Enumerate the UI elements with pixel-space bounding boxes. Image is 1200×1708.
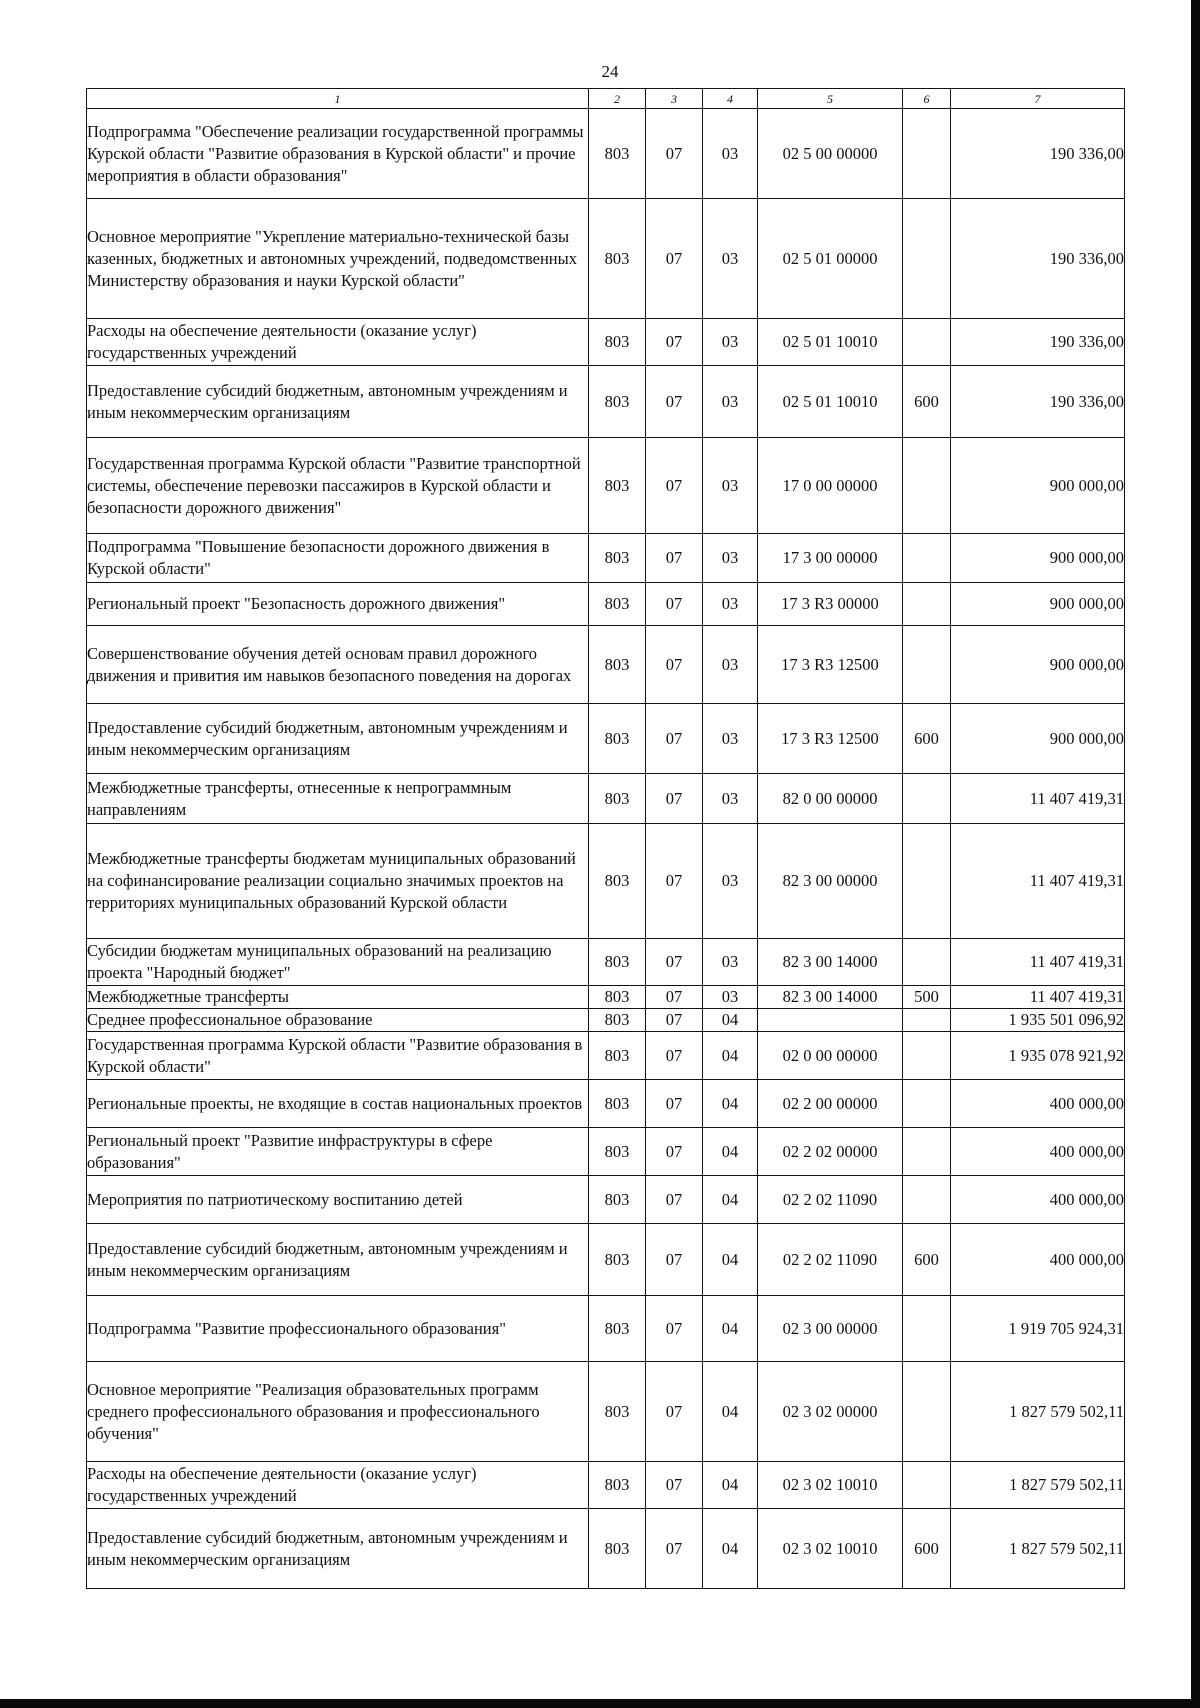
cell-col4: 03 (703, 986, 758, 1009)
cell-col3: 07 (646, 986, 703, 1009)
column-header-3: 3 (646, 89, 703, 109)
cell-col3: 07 (646, 199, 703, 319)
cell-col5: 82 3 00 00000 (758, 824, 903, 939)
cell-col4: 03 (703, 534, 758, 583)
cell-col2: 803 (589, 109, 646, 199)
row-name: Подпрограмма "Обеспечение реализации государственной программы Курской области "Развитие образования в Курской области" и прочие мероприятия в области образования" (87, 109, 589, 199)
cell-col3: 07 (646, 939, 703, 986)
cell-col2: 803 (589, 1128, 646, 1176)
row-name: Субсидии бюджетам муниципальных образований на реализацию проекта "Народный бюджет" (87, 939, 589, 986)
cell-col6: 600 (903, 1224, 951, 1296)
cell-col2: 803 (589, 1032, 646, 1080)
cell-col3: 07 (646, 1462, 703, 1509)
table-row (87, 626, 1125, 704)
cell-col6 (903, 1296, 951, 1362)
cell-col4: 04 (703, 1296, 758, 1362)
cell-amount: 11 407 419,31 (951, 824, 1125, 939)
cell-col6: 600 (903, 704, 951, 774)
cell-amount: 190 336,00 (951, 109, 1125, 199)
table-row (87, 986, 1125, 1009)
cell-col3: 07 (646, 1224, 703, 1296)
row-name: Мероприятия по патриотическому воспитанию детей (87, 1176, 589, 1224)
row-name: Региональные проекты, не входящие в состав национальных проектов (87, 1080, 589, 1128)
cell-col3: 07 (646, 1080, 703, 1128)
cell-col3: 07 (646, 824, 703, 939)
cell-amount: 400 000,00 (951, 1080, 1125, 1128)
cell-col5: 82 3 00 14000 (758, 939, 903, 986)
cell-col4: 04 (703, 1462, 758, 1509)
cell-col4: 03 (703, 583, 758, 626)
cell-col4: 04 (703, 1509, 758, 1589)
cell-col5: 02 5 01 10010 (758, 366, 903, 438)
cell-col6 (903, 1128, 951, 1176)
cell-col4: 03 (703, 704, 758, 774)
cell-col2: 803 (589, 1009, 646, 1032)
cell-col4: 03 (703, 774, 758, 824)
cell-col5: 02 3 02 00000 (758, 1362, 903, 1462)
cell-col6 (903, 109, 951, 199)
cell-col2: 803 (589, 1462, 646, 1509)
cell-col6 (903, 199, 951, 319)
cell-col3: 07 (646, 1032, 703, 1080)
cell-col2: 803 (589, 1176, 646, 1224)
cell-amount: 1 919 705 924,31 (951, 1296, 1125, 1362)
cell-col6 (903, 1080, 951, 1128)
cell-col6 (903, 1176, 951, 1224)
table-row (87, 1509, 1125, 1589)
cell-col3: 07 (646, 626, 703, 704)
cell-col2: 803 (589, 534, 646, 583)
cell-col6 (903, 319, 951, 366)
cell-amount: 400 000,00 (951, 1128, 1125, 1176)
row-name: Подпрограмма "Повышение безопасности дорожного движения в Курской области" (87, 534, 589, 583)
cell-col4: 03 (703, 438, 758, 534)
cell-col2: 803 (589, 824, 646, 939)
cell-col3: 07 (646, 704, 703, 774)
row-name: Основное мероприятие "Реализация образовательных программ среднего профессионального образования и профессионального обучения" (87, 1362, 589, 1462)
cell-amount: 190 336,00 (951, 199, 1125, 319)
cell-amount: 1 935 501 096,92 (951, 1009, 1125, 1032)
cell-amount: 1 935 078 921,92 (951, 1032, 1125, 1080)
cell-col5: 02 3 02 10010 (758, 1509, 903, 1589)
cell-col6 (903, 1362, 951, 1462)
cell-col4: 04 (703, 1128, 758, 1176)
row-name: Межбюджетные трансферты бюджетам муниципальных образований на софинансирование реализации социально значимых проектов на территориях муниципальных образований Курской области (87, 824, 589, 939)
cell-col2: 803 (589, 939, 646, 986)
cell-col6 (903, 824, 951, 939)
scan-edge-right (1191, 0, 1200, 1708)
budget-table (86, 88, 1125, 1589)
table-row (87, 704, 1125, 774)
cell-col5: 02 3 00 00000 (758, 1296, 903, 1362)
cell-amount: 900 000,00 (951, 626, 1125, 704)
cell-col3: 07 (646, 366, 703, 438)
table-row (87, 1032, 1125, 1080)
cell-col3: 07 (646, 319, 703, 366)
cell-col4: 04 (703, 1032, 758, 1080)
cell-amount: 11 407 419,31 (951, 939, 1125, 986)
cell-col5: 02 2 02 11090 (758, 1224, 903, 1296)
row-name: Предоставление субсидий бюджетным, автономным учреждениям и иным некоммерческим организациям (87, 1509, 589, 1589)
cell-col3: 07 (646, 534, 703, 583)
cell-col5: 17 3 R3 12500 (758, 626, 903, 704)
cell-amount: 1 827 579 502,11 (951, 1362, 1125, 1462)
table-row (87, 366, 1125, 438)
cell-col5 (758, 1009, 903, 1032)
row-name: Среднее профессиональное образование (87, 1009, 589, 1032)
table-row (87, 438, 1125, 534)
cell-col2: 803 (589, 438, 646, 534)
cell-amount: 190 336,00 (951, 366, 1125, 438)
row-name: Межбюджетные трансферты, отнесенные к непрограммным направлениям (87, 774, 589, 824)
row-name: Региональный проект "Развитие инфраструктуры в сфере образования" (87, 1128, 589, 1176)
column-header-5: 5 (758, 89, 903, 109)
cell-col3: 07 (646, 1176, 703, 1224)
table-row (87, 939, 1125, 986)
cell-amount: 11 407 419,31 (951, 774, 1125, 824)
cell-col2: 803 (589, 774, 646, 824)
cell-col4: 04 (703, 1224, 758, 1296)
cell-col6: 500 (903, 986, 951, 1009)
cell-col5: 17 0 00 00000 (758, 438, 903, 534)
cell-col5: 02 2 00 00000 (758, 1080, 903, 1128)
cell-col4: 03 (703, 824, 758, 939)
cell-col6 (903, 438, 951, 534)
cell-amount: 900 000,00 (951, 438, 1125, 534)
cell-col5: 02 2 02 11090 (758, 1176, 903, 1224)
cell-col2: 803 (589, 986, 646, 1009)
cell-col6 (903, 939, 951, 986)
column-header-1: 1 (87, 89, 589, 109)
table-row (87, 1224, 1125, 1296)
cell-col6 (903, 583, 951, 626)
cell-col5: 02 3 02 10010 (758, 1462, 903, 1509)
cell-col2: 803 (589, 1362, 646, 1462)
cell-col6 (903, 626, 951, 704)
row-name: Совершенствование обучения детей основам правил дорожного движения и привития им навыков безопасного поведения на дорогах (87, 626, 589, 704)
cell-col4: 04 (703, 1080, 758, 1128)
cell-amount: 11 407 419,31 (951, 986, 1125, 1009)
cell-col4: 03 (703, 319, 758, 366)
cell-col3: 07 (646, 1296, 703, 1362)
cell-col3: 07 (646, 1509, 703, 1589)
cell-col2: 803 (589, 1224, 646, 1296)
cell-col2: 803 (589, 199, 646, 319)
table-row (87, 1462, 1125, 1509)
cell-col4: 04 (703, 1009, 758, 1032)
row-name: Расходы на обеспечение деятельности (оказание услуг) государственных учреждений (87, 319, 589, 366)
cell-col5: 17 3 R3 00000 (758, 583, 903, 626)
cell-col3: 07 (646, 774, 703, 824)
cell-amount: 1 827 579 502,11 (951, 1509, 1125, 1589)
table-row (87, 774, 1125, 824)
row-name: Государственная программа Курской области "Развитие образования в Курской области" (87, 1032, 589, 1080)
cell-col2: 803 (589, 583, 646, 626)
cell-col2: 803 (589, 1509, 646, 1589)
cell-col4: 03 (703, 199, 758, 319)
row-name: Предоставление субсидий бюджетным, автономным учреждениям и иным некоммерческим организациям (87, 704, 589, 774)
table-row (87, 319, 1125, 366)
cell-col6 (903, 1462, 951, 1509)
cell-amount: 900 000,00 (951, 704, 1125, 774)
cell-col3: 07 (646, 1128, 703, 1176)
cell-col5: 82 0 00 00000 (758, 774, 903, 824)
column-number-row (87, 89, 1125, 109)
cell-col5: 02 2 02 00000 (758, 1128, 903, 1176)
cell-col3: 07 (646, 583, 703, 626)
row-name: Основное мероприятие "Укрепление материально-технической базы казенных, бюджетных и автономных учреждений, подведомственных Министерству образования и науки Курской области" (87, 199, 589, 319)
cell-col4: 04 (703, 1176, 758, 1224)
cell-col4: 03 (703, 939, 758, 986)
table-row (87, 824, 1125, 939)
cell-col6 (903, 774, 951, 824)
cell-col3: 07 (646, 438, 703, 534)
table-row (87, 1080, 1125, 1128)
cell-col5: 82 3 00 14000 (758, 986, 903, 1009)
row-name: Региональный проект "Безопасность дорожного движения" (87, 583, 589, 626)
cell-col6: 600 (903, 1509, 951, 1589)
row-name: Расходы на обеспечение деятельности (оказание услуг) государственных учреждений (87, 1462, 589, 1509)
column-header-4: 4 (703, 89, 758, 109)
table-row (87, 109, 1125, 199)
table-row (87, 1009, 1125, 1032)
row-name: Межбюджетные трансферты (87, 986, 589, 1009)
row-name: Предоставление субсидий бюджетным, автономным учреждениям и иным некоммерческим организациям (87, 366, 589, 438)
cell-col2: 803 (589, 366, 646, 438)
cell-col4: 04 (703, 1362, 758, 1462)
cell-amount: 900 000,00 (951, 534, 1125, 583)
cell-col2: 803 (589, 704, 646, 774)
row-name: Государственная программа Курской области "Развитие транспортной системы, обеспечение перевозки пассажиров в Курской области и безопасности дорожного движения" (87, 438, 589, 534)
cell-col5: 17 3 R3 12500 (758, 704, 903, 774)
cell-col5: 02 0 00 00000 (758, 1032, 903, 1080)
cell-col4: 03 (703, 626, 758, 704)
cell-amount: 190 336,00 (951, 319, 1125, 366)
cell-amount: 400 000,00 (951, 1224, 1125, 1296)
column-header-2: 2 (589, 89, 646, 109)
table-row (87, 199, 1125, 319)
column-header-7: 7 (951, 89, 1125, 109)
table-row (87, 1128, 1125, 1176)
cell-col6: 600 (903, 366, 951, 438)
cell-col2: 803 (589, 1296, 646, 1362)
cell-col5: 02 5 01 10010 (758, 319, 903, 366)
cell-col2: 803 (589, 626, 646, 704)
table-row (87, 1176, 1125, 1224)
cell-col5: 17 3 00 00000 (758, 534, 903, 583)
scan-edge-bottom (0, 1699, 1200, 1708)
page-number: 24 (601, 62, 619, 81)
row-name: Предоставление субсидий бюджетным, автономным учреждениям и иным некоммерческим организациям (87, 1224, 589, 1296)
column-header-6: 6 (903, 89, 951, 109)
cell-col5: 02 5 01 00000 (758, 199, 903, 319)
table-row (87, 1362, 1125, 1462)
cell-amount: 1 827 579 502,11 (951, 1462, 1125, 1509)
cell-col4: 03 (703, 366, 758, 438)
table-row (87, 1296, 1125, 1362)
cell-col2: 803 (589, 1080, 646, 1128)
cell-col3: 07 (646, 1009, 703, 1032)
cell-col3: 07 (646, 1362, 703, 1462)
cell-col6 (903, 1009, 951, 1032)
row-name: Подпрограмма "Развитие профессионального образования" (87, 1296, 589, 1362)
table-row (87, 534, 1125, 583)
cell-amount: 400 000,00 (951, 1176, 1125, 1224)
cell-col5: 02 5 00 00000 (758, 109, 903, 199)
cell-amount: 900 000,00 (951, 583, 1125, 626)
cell-col6 (903, 534, 951, 583)
cell-col4: 03 (703, 109, 758, 199)
cell-col6 (903, 1032, 951, 1080)
cell-col2: 803 (589, 319, 646, 366)
cell-col3: 07 (646, 109, 703, 199)
table-row (87, 583, 1125, 626)
